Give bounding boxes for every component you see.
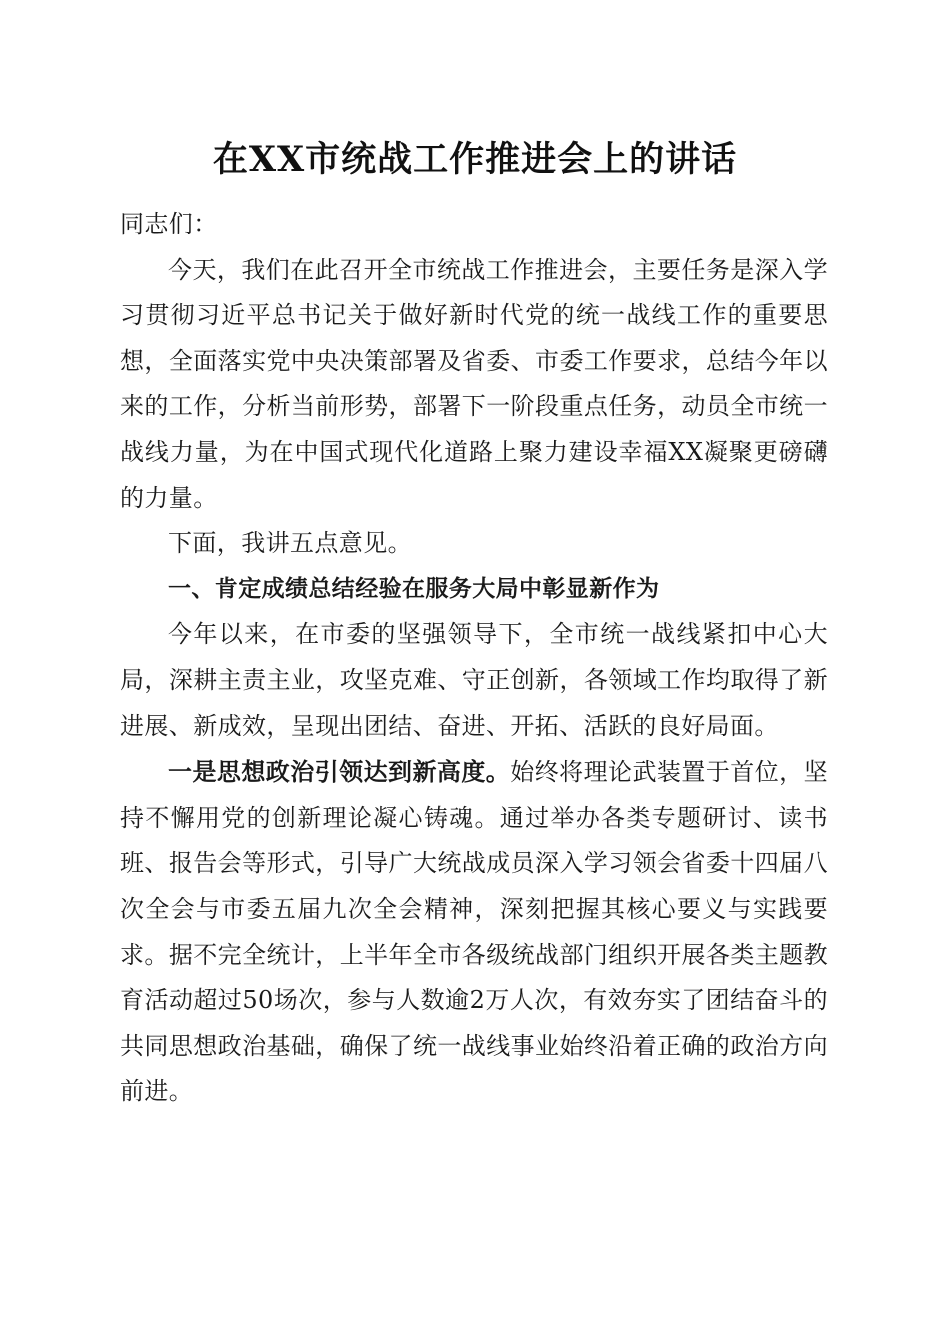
document-body <box>120 202 828 1115</box>
section-1-intro-paragraph: 今年以来，在市委的坚强领导下，全市统一战线紧扣中心大局，深耕主责主业，攻坚克难、守正创新，各领域工作均取得了新进展、新成效，呈现出团结、奋进、开拓、活跃的良好局面。 <box>120 620 828 740</box>
section-1-heading: 一、肯定成绩总结经验在服务大局中彰显新作为 <box>168 575 660 602</box>
salutation: 同志们： <box>120 210 218 238</box>
point-1-body: 始终将理论武装置于首位，坚持不懈用党的创新理论凝心铸魂。通过举办各类专题研讨、读书班、报告会等形式，引导广大统战成员深入学习领会省委十四届八次全会与市委五届九次全会精神，深刻把握其核心要义与实践要求。据不完全统计，上半年全市各级统战部门组织开展各类主题教育活动超过50场次，参与人数逾2万人次，有效夯实了团结奋斗的共同思想政治基础，确保了统一战线事业始终沿着正确的政治方向前进。 <box>120 758 828 1106</box>
intro-paragraph: 今天，我们在此召开全市统战工作推进会，主要任务是深入学习贯彻习近平总书记关于做好新时代党的统一战线工作的重要思想，全面落实党中央决策部署及省委、市委工作要求，总结今年以来的工作，分析当前形势，部署下一阶段重点任务，动员全市统一战线力量，为在中国式现代化道路上聚力建设幸福XX凝聚更磅礴的力量。 <box>120 255 828 512</box>
point-1-paragraph <box>120 749 828 1115</box>
point-1-lead: 一是思想政治引领达到新高度。 <box>168 757 511 787</box>
five-points-paragraph: 下面，我讲五点意见。 <box>168 529 412 558</box>
document-title: 在XX市统战工作推进会上的讲话 <box>212 139 738 180</box>
